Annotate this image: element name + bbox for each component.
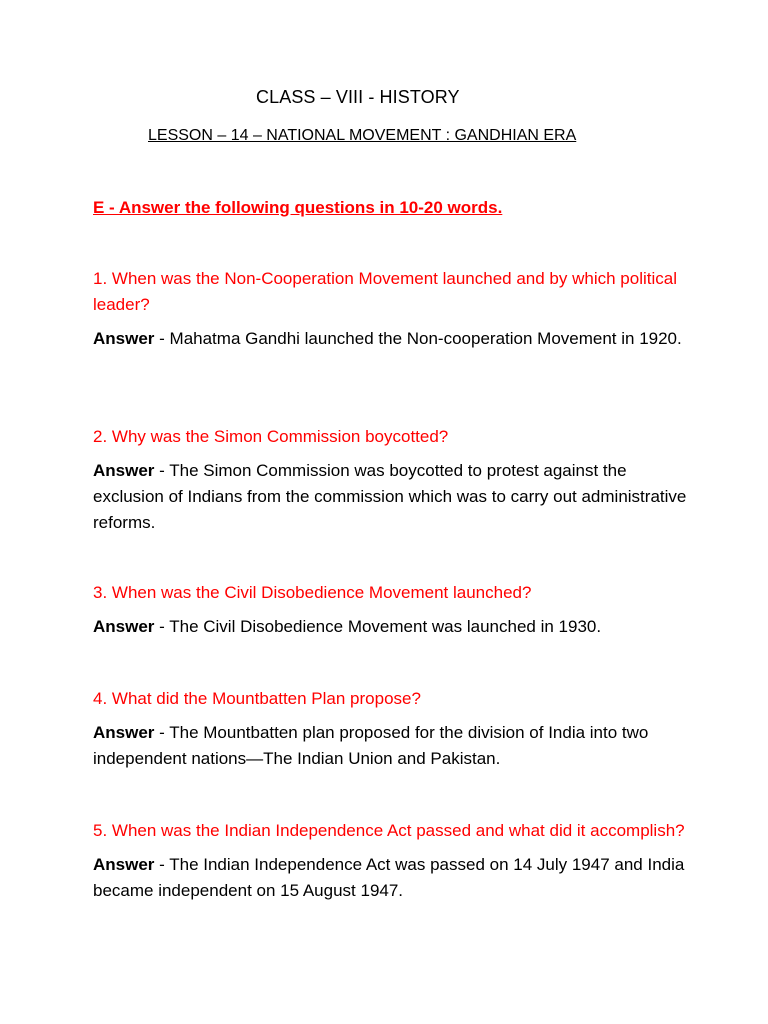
answer-text: The Indian Independence Act was passed on 14 July 1947 and India became independent on 15 August 1947. [93,855,685,900]
answer-label: Answer [93,617,155,636]
answer-text: The Civil Disobedience Movement was launched in 1930. [169,617,602,636]
lesson-subtitle: LESSON – 14 – NATIONAL MOVEMENT : GANDHIAN ERA [148,127,577,144]
answer-label: Answer [93,723,155,742]
answer-separator: - [154,329,170,348]
answer-3 [93,614,693,640]
answer-separator: - [154,461,170,480]
answer-1 [93,326,693,352]
section-instruction: E - Answer the following questions in 10-20 words. [93,198,503,217]
answer-5 [93,852,693,904]
answer-text: The Mountbatten plan proposed for the division of India into two independent nations—The Indian Union and Pakistan. [93,723,649,768]
question-2: 2. Why was the Simon Commission boycotted? [93,427,449,446]
answer-separator: - [154,617,170,636]
qa-item-4 [93,686,693,772]
qa-item-3 [93,580,693,640]
answer-label: Answer [93,461,155,480]
answer-separator: - [154,723,170,742]
question-4: 4. What did the Mountbatten Plan propose? [93,689,421,708]
answer-4 [93,720,693,772]
answer-text: Mahatma Gandhi launched the Non-cooperation Movement in 1920. [169,329,682,348]
qa-item-1 [93,266,693,352]
question-1: 1. When was the Non-Cooperation Movement launched and by which political leader? [93,269,677,314]
answer-2 [93,458,693,536]
page-title: CLASS – VIII - HISTORY [256,87,460,107]
answer-text: The Simon Commission was boycotted to protest against the exclusion of Indians from the commission which was to carry out administrative reforms. [93,461,687,532]
answer-separator: - [154,855,170,874]
qa-item-2 [93,424,693,536]
question-5: 5. When was the Indian Independence Act passed and what did it accomplish? [93,821,685,840]
answer-label: Answer [93,855,155,874]
answer-label: Answer [93,329,155,348]
qa-item-5 [93,818,693,904]
question-3: 3. When was the Civil Disobedience Movement launched? [93,583,532,602]
